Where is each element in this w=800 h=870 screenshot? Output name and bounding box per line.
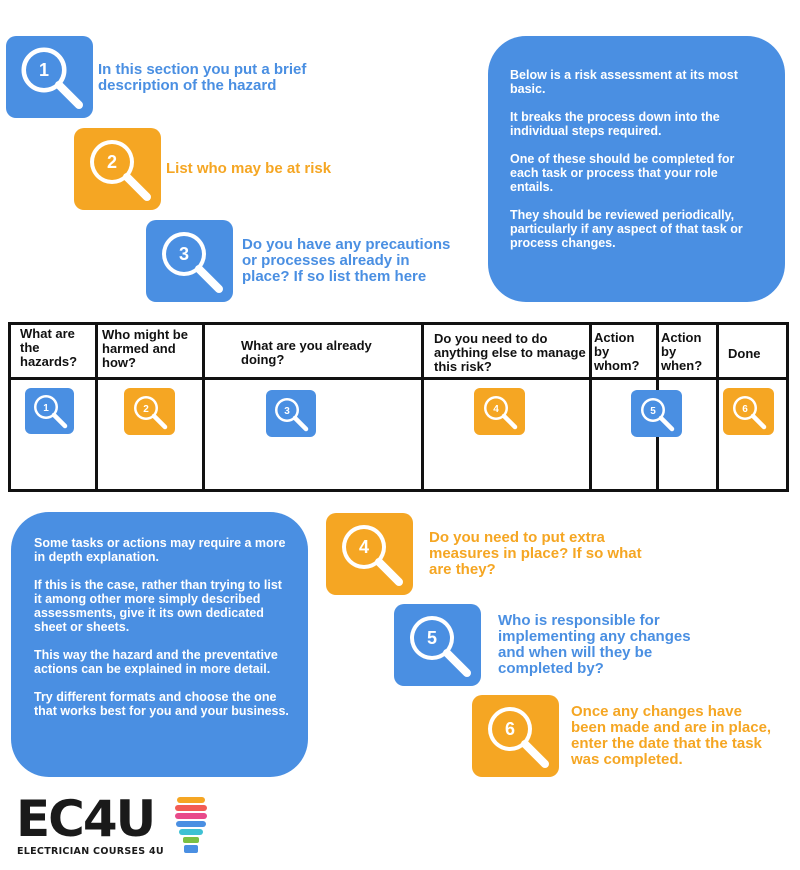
step-2-tile — [74, 128, 161, 210]
magnifier-icon — [25, 388, 74, 434]
step-6-text: Once any changes have been made and are in place, enter the date that the task was completed. — [571, 703, 772, 768]
step-6-tile — [472, 695, 559, 777]
magnifier-icon — [631, 390, 682, 437]
detail-paragraph: This way the hazard and the preventative actions can be explained in more detail. — [34, 648, 278, 676]
step-number: 2 — [106, 152, 118, 172]
step-5-text: Who is responsible for implementing any changes and when will they be completed by? — [498, 612, 691, 677]
magnifier-icon — [474, 388, 525, 435]
detail-paragraph: Some tasks or actions may require a more in depth explanation. — [34, 536, 286, 564]
magnifier-icon — [74, 128, 161, 210]
detail-paragraph: If this is the case, rather than trying to list it among other more simply described assessments, give it its own dedicated sheet or sheets. — [34, 578, 282, 634]
detail-paragraph: Try different formats and choose the one that works best for you and your business. — [34, 690, 289, 718]
svg-text:5: 5 — [426, 628, 438, 648]
step-1-text: In this section you put a brief description of the hazard — [98, 61, 307, 94]
step-4-text: Do you need to put extra measures in place? If so what are they? — [429, 529, 642, 578]
intro-paragraph: Below is a risk assessment at its most basic. — [510, 68, 738, 96]
step-5-tile — [394, 604, 481, 686]
step-number: 1 — [38, 60, 50, 80]
svg-text:3: 3 — [284, 406, 290, 417]
svg-text:6: 6 — [742, 404, 748, 415]
magnifier-icon — [266, 390, 316, 437]
step-2-text: List who may be at risk — [166, 160, 332, 177]
header-action-whom: Action by whom? — [594, 330, 640, 373]
header-already-doing: What are you already doing? — [241, 338, 372, 367]
row-icon-1 — [25, 388, 74, 434]
intro-paragraph: It breaks the process down into the individual steps required. — [510, 110, 720, 138]
svg-text:6: 6 — [504, 719, 516, 739]
lightbulb-icon — [171, 794, 211, 856]
svg-text:4: 4 — [358, 537, 370, 557]
intro-paragraph: They should be reviewed periodically, particularly if any aspect of that task or process changes. — [510, 208, 743, 250]
detail-bubble — [11, 512, 308, 777]
magnifier-icon — [394, 604, 481, 686]
magnifier-icon — [326, 513, 413, 595]
header-anything-else: Do you need to do anything else to manage this risk? — [434, 331, 586, 374]
magnifier-icon — [723, 388, 774, 435]
header-hazards: What are the hazards? — [20, 326, 78, 369]
step-3-text: Do you have any precautions or processes already in place? If so list them here — [242, 236, 451, 285]
svg-text:5: 5 — [650, 406, 656, 417]
step-3-tile — [146, 220, 233, 302]
step-1-tile — [6, 36, 93, 118]
magnifier-icon — [472, 695, 559, 777]
row-icon-6 — [723, 388, 774, 435]
step-number: 3 — [178, 244, 190, 264]
header-who-harmed: Who might be harmed and how? — [102, 327, 188, 370]
svg-text:1: 1 — [43, 403, 49, 414]
row-icon-2 — [124, 388, 175, 435]
row-icon-5 — [631, 390, 682, 437]
magnifier-icon — [124, 388, 175, 435]
row-icon-3 — [266, 390, 316, 437]
logo-tagline: ELECTRICIAN COURSES 4U — [17, 846, 164, 857]
logo-name: EC4U — [16, 790, 155, 848]
header-action-when: Action by when? — [661, 330, 703, 373]
row-icon-4 — [474, 388, 525, 435]
logo — [16, 790, 216, 864]
svg-text:2: 2 — [143, 404, 149, 415]
header-done: Done — [728, 346, 761, 361]
intro-bubble — [488, 36, 785, 302]
magnifier-icon — [146, 220, 233, 302]
step-4-tile — [326, 513, 413, 595]
magnifier-icon — [6, 36, 93, 118]
svg-text:4: 4 — [493, 404, 499, 415]
intro-paragraph: One of these should be completed for each task or process that your role entails. — [510, 152, 735, 194]
